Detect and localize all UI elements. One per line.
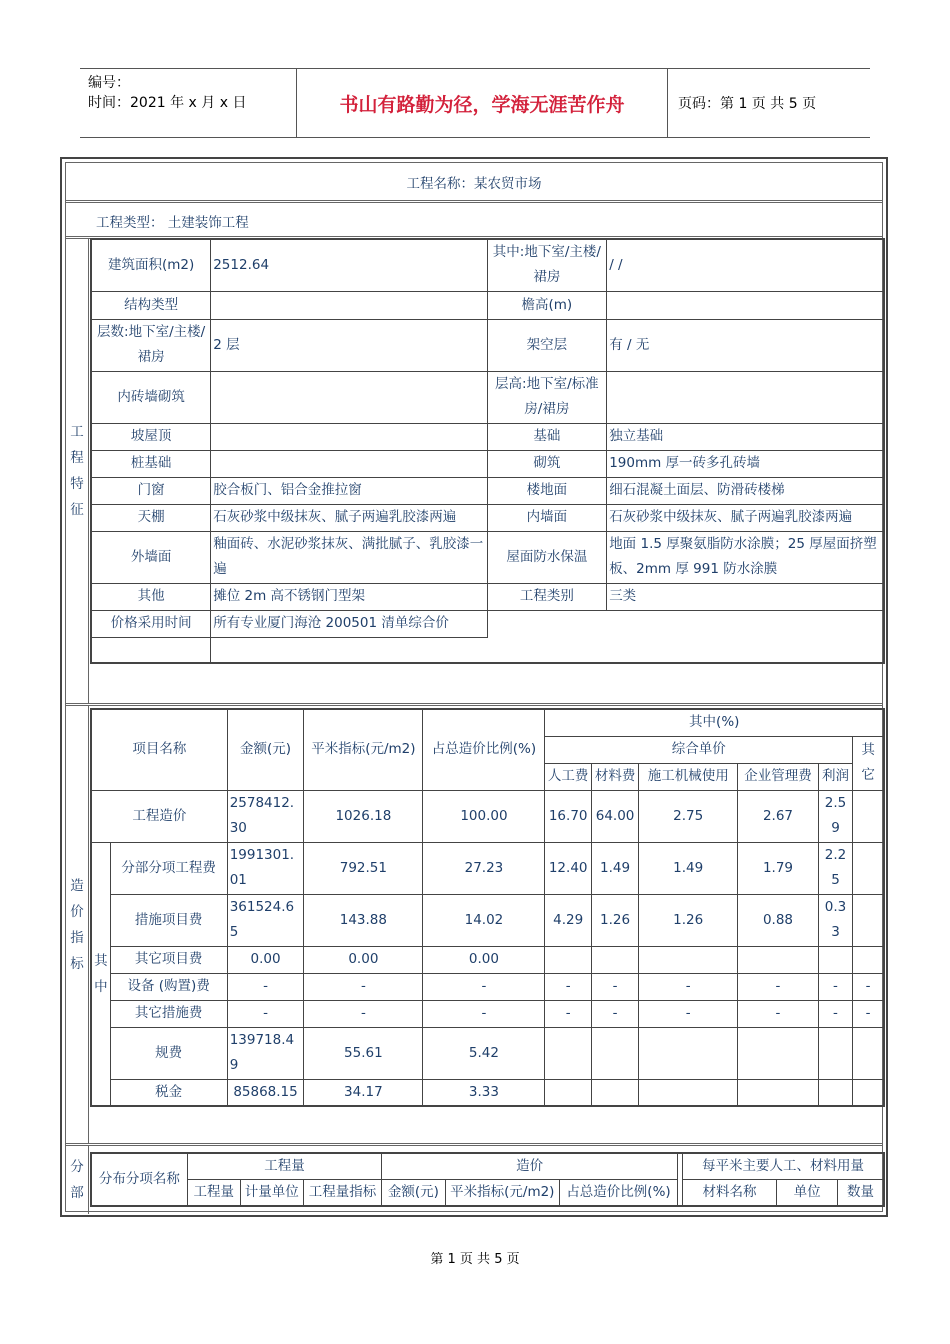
cell-labor [545,1027,591,1079]
header-mgmt: 企业管理费 [738,763,819,790]
page-header [80,68,870,138]
header-other: 其它 [853,736,884,790]
row-name: 规费 [110,1027,227,1079]
header-slogan: 书山有路勤为径，学海无涯苦作舟 [296,69,668,137]
cell-ratio: 5.42 [423,1027,545,1079]
header-ratio: 占总造价比例(%) [423,709,545,790]
cell-amount: 361524.65 [227,894,304,946]
table-row [91,790,884,842]
row-name: 分部分项工程费 [110,842,227,894]
cell-ratio: 27.23 [423,842,545,894]
cell-labor [545,946,591,973]
cell-profit: - [818,1000,852,1027]
feature-label: 基础 [487,423,607,450]
cost-side-label: 造 价 指 标 [70,877,84,972]
materials-group-header: 每平米主要人工、材料用量 [682,1153,884,1180]
feature-value: 2512.64 [211,239,487,291]
division-name-header: 分布分项名称 [91,1153,187,1206]
features-table [90,238,885,664]
feature-value [211,291,487,319]
cell-profit [818,1027,852,1079]
table-row [91,1000,884,1027]
cell-profit: 2.59 [818,790,852,842]
feature-label: 其中:地下室/主楼/裙房 [487,239,607,291]
cell-per-m2: - [304,973,423,1000]
cost-group-header: 造价 [382,1153,678,1180]
price-time-label: 价格采用时间 [91,610,211,637]
cell-material: 64.00 [591,790,638,842]
cell-other [853,946,884,973]
feature-value: / / [607,239,884,291]
feature-row [91,531,884,583]
cell-amount: 0.00 [227,946,304,973]
cell-profit: - [818,973,852,1000]
header-composite: 综合单价 [545,736,853,763]
cell-other [853,1027,884,1079]
feature-row [91,477,884,504]
feature-label: 架空层 [487,319,607,371]
cell-machine [639,946,738,973]
cell-mgmt: 2.67 [738,790,819,842]
qty-header: 工程量 [187,1180,240,1207]
price-time-row [91,610,884,637]
cell-ratio: 100.00 [423,790,545,842]
cell-per-m2: 34.17 [304,1079,423,1106]
row-name: 措施项目费 [110,894,227,946]
cell-mgmt [738,1079,819,1106]
cell-amount: 2578412.30 [227,790,304,842]
feature-row [91,371,884,423]
cell-ratio: - [423,973,545,1000]
cell-amount: - [227,1000,304,1027]
material-name-header: 材料名称 [682,1180,776,1207]
cell-machine: 2.75 [639,790,738,842]
cell-machine: 1.49 [639,842,738,894]
feature-row [91,239,884,291]
cell-labor: - [545,973,591,1000]
feature-label: 层高:地下室/标准房/裙房 [487,371,607,423]
cell-machine [639,1079,738,1106]
cell-other [853,790,884,842]
feature-row [91,319,884,371]
cell-per-m2: - [304,1000,423,1027]
feature-value: 三类 [607,583,884,610]
feature-value [211,450,487,477]
cell-per-m2: 143.88 [304,894,423,946]
feature-label: 屋面防水保温 [487,531,607,583]
feature-label: 内墙面 [487,504,607,531]
qty-index-header: 工程量指标 [303,1180,382,1207]
cell-mgmt: - [738,973,819,1000]
cell-profit: 2.25 [818,842,852,894]
cell-amount: - [227,973,304,1000]
header-per-m2: 平米指标(元/m2) [304,709,423,790]
cell-profit: 0.33 [818,894,852,946]
cell-other [853,1079,884,1106]
cell-mgmt [738,946,819,973]
row-name: 税金 [110,1079,227,1106]
cell-labor [545,1079,591,1106]
feature-label: 天棚 [91,504,211,531]
cell-per-m2: 1026.18 [304,790,423,842]
project-name-row: 工程名称：某农贸市场 [406,176,542,192]
cell-labor: 16.70 [545,790,591,842]
cell-amount: 85868.15 [227,1079,304,1106]
feature-value [211,423,487,450]
time-label: 时间：2021 年 x 月 x 日 [88,95,247,111]
feature-value: 2 层 [211,319,487,371]
cell-machine [639,1027,738,1079]
page-footer: 第 1 页 共 5 页 [430,1252,520,1267]
cell-mgmt: 1.79 [738,842,819,894]
header-profit: 利润 [818,763,852,790]
cell-ratio: 14.02 [423,894,545,946]
cell-other [853,894,884,946]
cell-labor: - [545,1000,591,1027]
cell-per-m2: 792.51 [304,842,423,894]
cell-other: - [853,1000,884,1027]
row-name: 其它项目费 [110,946,227,973]
table-row [91,946,884,973]
header-of-which: 其中(%) [545,709,884,736]
cell-labor: 4.29 [545,894,591,946]
table-row [91,842,884,894]
cell-amount: 139718.49 [227,1027,304,1079]
cell-per-m2: 0.00 [304,946,423,973]
cell-mgmt: 0.88 [738,894,819,946]
cell-other [853,842,884,894]
number-label: 编号： [88,75,130,91]
empty-cell [211,637,884,663]
table-row [91,973,884,1000]
row-name: 工程造价 [91,790,227,842]
cost-index-table [90,708,885,1107]
mat-qty-header: 数量 [838,1180,884,1207]
cell-ratio: - [423,1000,545,1027]
cell-profit [818,1079,852,1106]
empty-cell [91,637,211,663]
features-side-label: 工 程 特 征 [70,424,84,518]
division-side-label: 分 部 [70,1159,84,1201]
cell-material: 1.26 [591,894,638,946]
amount-header: 金额(元) [382,1180,445,1207]
unit-header: 计量单位 [240,1180,303,1207]
table-row [91,1079,884,1106]
feature-label: 工程类别 [487,583,607,610]
cell-machine: - [639,973,738,1000]
price-time-value: 所有专业厦门海沧 200501 清单综合价 [211,610,487,637]
cell-amount: 1991301.01 [227,842,304,894]
row-name: 设备 (购置)费 [110,973,227,1000]
feature-row [91,504,884,531]
page-number: 页码：第 1 页 共 5 页 [678,96,817,112]
header-machine: 施工机械使用 [639,763,738,790]
cell-machine: - [639,1000,738,1027]
mat-unit-header: 单位 [777,1180,838,1207]
feature-label: 其他 [91,583,211,610]
header-labor: 人工费 [545,763,591,790]
qty-group-header: 工程量 [187,1153,382,1180]
cell-material: 1.49 [591,842,638,894]
cell-ratio: 3.33 [423,1079,545,1106]
feature-value [607,291,884,319]
feature-row [91,583,884,610]
feature-label: 砌筑 [487,450,607,477]
table-row [91,1027,884,1079]
sub-side-label: 其 中 [91,842,110,1106]
feature-row [91,423,884,450]
feature-label: 建筑面积(m2) [91,239,211,291]
cell-labor: 12.40 [545,842,591,894]
ratio-header: 占总造价比例(%) [560,1180,678,1207]
feature-value [607,371,884,423]
feature-value: 独立基础 [607,423,884,450]
feature-label: 坡屋顶 [91,423,211,450]
cell-material: - [591,1000,638,1027]
cell-mgmt [738,1027,819,1079]
feature-value [211,371,487,423]
cell-mgmt: - [738,1000,819,1027]
feature-value: 细石混凝土面层、防滑砖楼梯 [607,477,884,504]
cell-material [591,946,638,973]
feature-row [91,450,884,477]
empty-cell [487,610,884,637]
cell-profit [818,946,852,973]
feature-value: 摊位 2m 高不锈钢门型架 [211,583,487,610]
feature-value: 胶合板门、铝合金推拉窗 [211,477,487,504]
feature-value: 有 / 无 [607,319,884,371]
cell-ratio: 0.00 [423,946,545,973]
feature-label: 结构类型 [91,291,211,319]
feature-label: 内砖墙砌筑 [91,371,211,423]
header-item: 项目名称 [91,709,227,790]
table-row [91,894,884,946]
cell-material: - [591,973,638,1000]
header-amount: 金额(元) [227,709,304,790]
empty-row [91,637,884,663]
feature-label: 檐高(m) [487,291,607,319]
feature-value: 地面 1.5 厚聚氨脂防水涂膜；25 厚屋面挤塑板、2mm 厚 991 防水涂膜 [607,531,884,583]
header-meta [80,69,296,137]
row-name: 其它措施费 [110,1000,227,1027]
feature-label: 外墙面 [91,531,211,583]
header-material: 材料费 [591,763,638,790]
cell-machine: 1.26 [639,894,738,946]
feature-label: 楼地面 [487,477,607,504]
feature-label: 层数:地下室/主楼/裙房 [91,319,211,371]
feature-label: 桩基础 [91,450,211,477]
project-type-row: 工程类型： 土建装饰工程 [96,214,249,231]
cell-material [591,1079,638,1106]
feature-value: 190mm 厚一砖多孔砖墙 [607,450,884,477]
feature-row [91,291,884,319]
division-table [90,1152,885,1207]
feature-value: 石灰砂浆中级抹灰、腻子两遍乳胶漆两遍 [607,504,884,531]
cell-other: - [853,973,884,1000]
per-m2-header: 平米指标(元/m2) [445,1180,560,1207]
cell-per-m2: 55.61 [304,1027,423,1079]
feature-value: 釉面砖、水泥砂浆抹灰、满批腻子、乳胶漆一遍 [211,531,487,583]
feature-value: 石灰砂浆中级抹灰、腻子两遍乳胶漆两遍 [211,504,487,531]
cell-material [591,1027,638,1079]
feature-label: 门窗 [91,477,211,504]
